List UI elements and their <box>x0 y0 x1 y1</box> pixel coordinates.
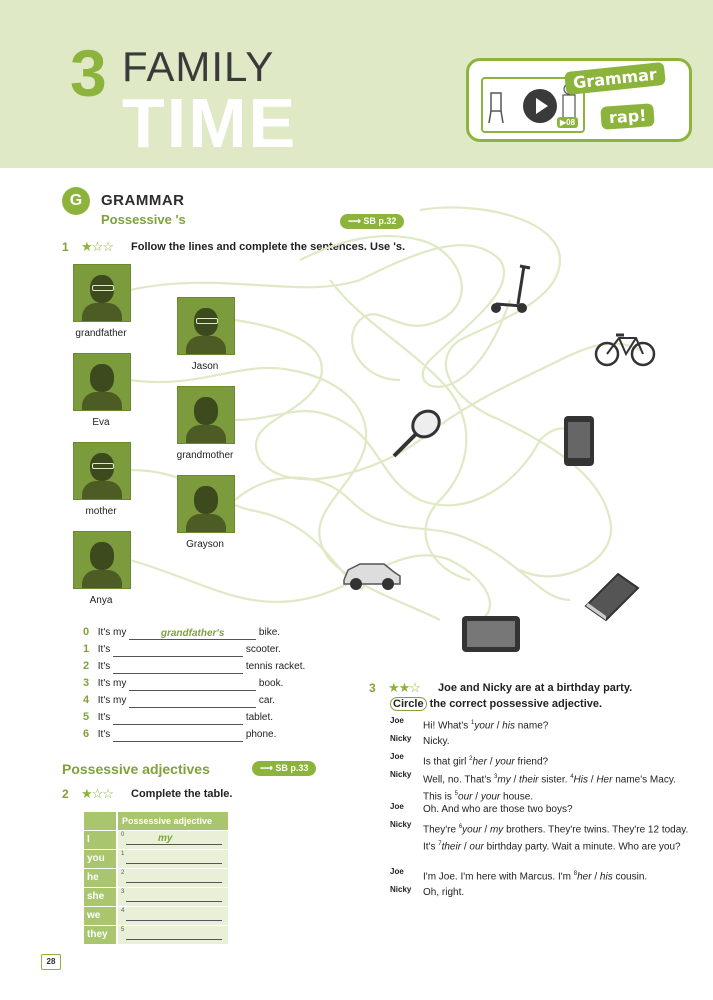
page-number: 28 <box>41 954 61 970</box>
person-label: Anya <box>89 595 113 606</box>
sentence-4: 4 It's my car. <box>83 694 276 706</box>
answer-cell[interactable]: 2 <box>118 869 228 887</box>
answer-blank[interactable] <box>113 729 243 742</box>
sentence-5: 5 It's tablet. <box>83 711 274 723</box>
sentence-1: 1 It's scooter. <box>83 643 281 655</box>
table-row <box>84 831 228 850</box>
column-header: Possessive adjective <box>118 812 228 830</box>
sb-reference-text: SB p.32 <box>363 216 397 226</box>
pronoun-cell: we <box>84 907 116 925</box>
speaker-name: Joe <box>390 752 404 761</box>
answer-cell[interactable]: 0 my <box>118 831 228 849</box>
answer-blank[interactable] <box>129 695 256 708</box>
sentence-6: 6 It's phone. <box>83 728 277 740</box>
difficulty-stars-icon: ★★☆ <box>388 680 420 695</box>
sb-reference-badge[interactable]: ⟶ SB p.32 <box>340 214 404 229</box>
unit-number: 3 <box>70 36 107 110</box>
pronoun-cell: they <box>84 926 116 944</box>
section-subtitle: Possessive 's <box>101 212 186 227</box>
possessive-table <box>84 812 228 945</box>
grammar-rap-label-2: rap! <box>600 103 655 130</box>
dialogue-text[interactable]: I'm Joe. I'm here with Marcus. I'm $^8$her / his cousin. <box>423 871 648 883</box>
pronoun-cell: you <box>84 850 116 868</box>
sentence-3: 3 It's my book. <box>83 677 284 689</box>
sb-reference-badge-2[interactable]: ⟶ SB p.33 <box>252 761 316 776</box>
speaker-name: Joe <box>390 716 404 725</box>
difficulty-stars-icon: ★☆☆ <box>81 786 113 801</box>
audio-track-badge: ▶08 <box>557 117 578 128</box>
table-row <box>84 888 228 907</box>
speaker-name: Nicky <box>390 885 412 894</box>
sentence-2: 2 It's tennis racket. <box>83 660 306 672</box>
sb-reference-text: SB p.33 <box>275 763 309 773</box>
speaker-name: Joe <box>390 802 404 811</box>
answer-cell[interactable]: 5 <box>118 926 228 944</box>
phone-icon <box>562 414 596 468</box>
scooter-icon <box>488 262 536 318</box>
person-label: Eva <box>92 417 110 428</box>
table-header-row <box>84 812 228 831</box>
person-label: Jason <box>191 361 219 372</box>
book-icon <box>582 570 640 622</box>
exercise-3-instruction: Joe and Nicky are at a birthday party. <box>438 682 633 694</box>
photo-grandmother <box>177 386 235 444</box>
table-row <box>84 869 228 888</box>
section2-title: Possessive adjectives <box>62 761 210 777</box>
tennis-racket-icon <box>388 406 444 462</box>
exercise-2-number: 2 <box>62 787 69 801</box>
exercise-3-number: 3 <box>369 681 376 695</box>
dialogue-text[interactable]: Oh, right. <box>423 887 465 898</box>
table-row <box>84 926 228 945</box>
sentence-0: 0 It's my grandfather's bike. <box>83 626 281 639</box>
table-row <box>84 850 228 869</box>
speaker-name: Nicky <box>390 734 412 743</box>
section-title: GRAMMAR <box>101 192 185 209</box>
grammar-rap-label: Grammar <box>564 62 666 95</box>
pronoun-cell: he <box>84 869 116 887</box>
speaker-name: Nicky <box>390 820 412 829</box>
answer-blank[interactable] <box>113 661 243 674</box>
exercise-2-instruction: Complete the table. <box>131 788 233 800</box>
tablet-icon <box>460 614 522 654</box>
exercise-1-number: 1 <box>62 240 69 254</box>
dialogue-text[interactable]: Hi! What's $^1$your / his name? <box>423 720 549 732</box>
unit-title-line1: FAMILY <box>122 43 275 90</box>
grammar-icon: G <box>62 187 90 215</box>
photo-eva <box>73 353 131 411</box>
answer-blank[interactable] <box>113 644 243 657</box>
unit-title-line2: TIME <box>122 84 298 162</box>
table-row <box>84 907 228 926</box>
person-label: mother <box>85 506 117 517</box>
pronoun-cell: she <box>84 888 116 906</box>
answer-blank[interactable] <box>129 678 256 691</box>
dialogue-text[interactable]: They're $^6$your / my brothers. They're twins. They're 12 today. It's $^7$their / our birthday party. Wait a minute. Who are you? <box>423 824 689 853</box>
person-label: Grayson <box>186 539 224 550</box>
circle-word: Circle <box>390 697 427 711</box>
speaker-name: Nicky <box>390 770 412 779</box>
car-icon <box>340 556 404 592</box>
photo-grayson <box>177 475 235 533</box>
exercise-3-instruction-2: Circle the correct possessive adjective. <box>390 698 602 710</box>
photo-anya <box>73 531 131 589</box>
answer-cell[interactable]: 3 <box>118 888 228 906</box>
answer-blank[interactable] <box>113 712 243 725</box>
dialogue-text[interactable]: Well, no. That's $^3$my / their sister. $^4$His / Her name's Macy. This is $^5$our / your house. <box>423 774 676 803</box>
person-label: grandfather <box>75 328 127 339</box>
photo-grandfather <box>73 264 131 322</box>
answer-cell[interactable]: 4 <box>118 907 228 925</box>
answer-blank[interactable]: grandfather's <box>129 627 256 640</box>
dialogue-text[interactable]: Oh. And who are those two boys? <box>423 804 573 815</box>
exercise-1-instruction: Follow the lines and complete the sentences. Use 's. <box>131 241 406 253</box>
dialogue-text[interactable]: Nicky. <box>423 736 450 747</box>
difficulty-stars-icon: ★☆☆ <box>81 239 113 254</box>
dialogue-text[interactable]: Is that girl $^2$her / your friend? <box>423 756 549 768</box>
speaker-name: Joe <box>390 867 404 876</box>
answer-cell[interactable]: 1 <box>118 850 228 868</box>
bike-icon <box>594 330 656 370</box>
person-label: grandmother <box>176 450 234 461</box>
pronoun-cell: I <box>84 831 116 849</box>
photo-jason <box>177 297 235 355</box>
photo-mother <box>73 442 131 500</box>
